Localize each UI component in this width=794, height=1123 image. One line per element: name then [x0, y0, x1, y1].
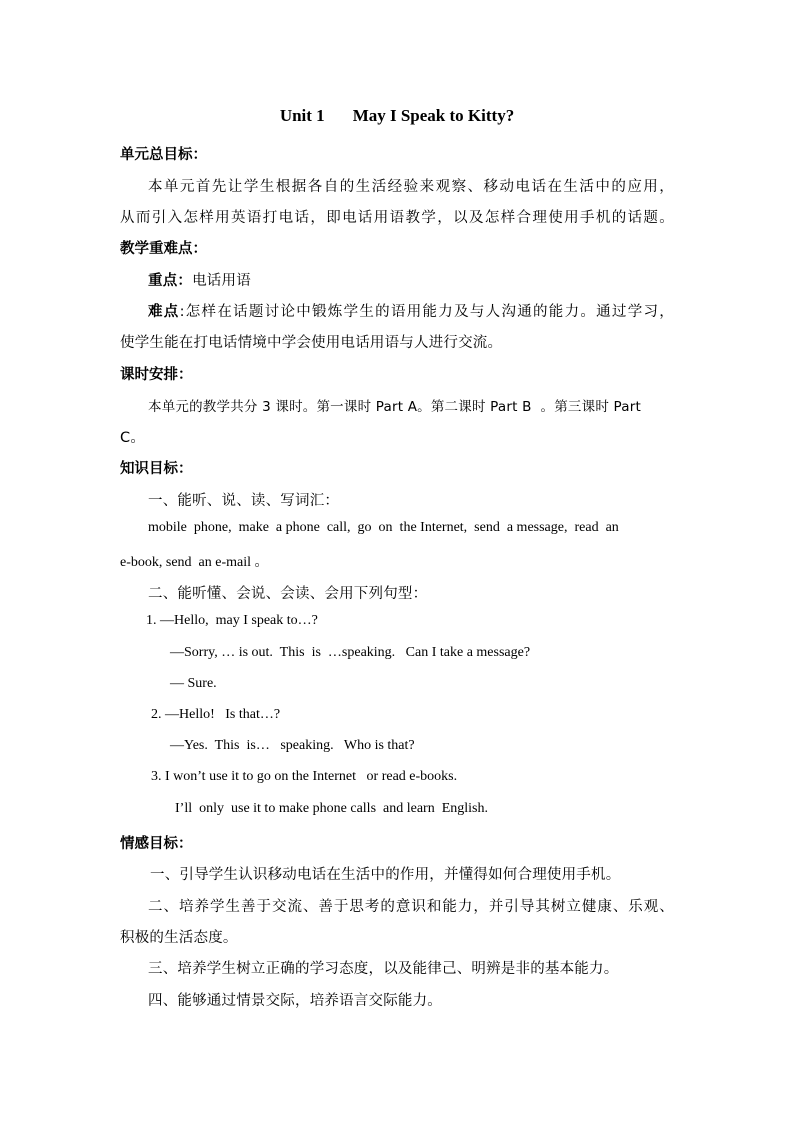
emotion-item-4: 四、能够通过情景交际，培养语言交际能力。 — [148, 993, 442, 1009]
emotion-item-3: 三、培养学生树立正确的学习态度，以及能律己、明辨是非的基本能力。 — [148, 961, 619, 977]
sentence-3a: 3. I won’t use it to go on the Internet or read e-books. — [151, 769, 458, 784]
unit-goal-heading: 单元总目标： — [120, 147, 207, 163]
vocab-line-1: mobile phone, make a phone call, go on the Internet, send a message, read an — [148, 520, 619, 535]
knowledge-heading: 知识目标： — [120, 461, 193, 477]
emotion-item-2-line-2: 积极的生活态度。 — [120, 930, 238, 946]
schedule-heading: 课时安排： — [120, 367, 193, 383]
sentence-1a: 1. —Hello, may I speak to…? — [146, 613, 318, 628]
sentence-3b: I’ll only use it to make phone calls and learn English. — [175, 801, 488, 816]
difficulty-text: :怎样在话题讨论中锻炼学生的语用能力及与人沟通的能力。通过学习， — [179, 304, 674, 320]
sentence-2b: —Yes. This is… speaking. Who is that? — [170, 738, 415, 753]
focus-label: 重点： — [148, 273, 193, 289]
emotion-item-2-line-1: 二、培养学生善于交流、善于思考的意识和能力，并引导其树立健康、乐观、 — [148, 899, 674, 915]
unit-name: May I Speak to Kitty? — [352, 106, 515, 125]
emotion-item-1: 一、引导学生认识移动电话在生活中的作用，并懂得如何合理使用手机。 — [150, 867, 621, 883]
focus-text: 电话用语 — [192, 273, 251, 289]
emotion-heading: 情感目标： — [120, 836, 193, 852]
difficulty-label: 难点 — [148, 304, 180, 320]
difficulty-line-2: 使学生能在打电话情境中学会使用电话用语与人进行交流。 — [120, 335, 503, 351]
difficulty-line-1 — [148, 300, 674, 321]
focus-line — [148, 269, 251, 290]
sentence-2a: 2. —Hello! Is that…? — [151, 707, 281, 722]
sentence-1b: —Sorry, … is out. This is …speaking. Can I take a message? — [170, 645, 531, 660]
page-title — [0, 106, 794, 126]
schedule-line-2: C。 — [120, 430, 146, 446]
unit-goal-line-1: 本单元首先让学生根据各自的生活经验来观察、移动电话在生活中的应用， — [148, 179, 674, 195]
vocab-line-2: e-book, send an e-mail 。 — [120, 555, 269, 570]
vocab-heading: 一、能听、说、读、写词汇： — [148, 493, 340, 509]
unit-number: Unit 1 — [279, 106, 325, 125]
key-points-heading: 教学重难点： — [120, 241, 207, 257]
unit-goal-line-2: 从而引入怎样用英语打电话，即电话用语教学，以及怎样合理使用手机的话题。 — [120, 210, 674, 226]
sentence-1c: — Sure. — [170, 676, 217, 691]
schedule-line-1: 本单元的教学共分 3 课时。第一课时 Part A。第二课时 Part B 。第三课时 Part — [148, 399, 641, 415]
sentence-heading: 二、能听懂、会说、会读、会用下列句型： — [148, 586, 428, 602]
